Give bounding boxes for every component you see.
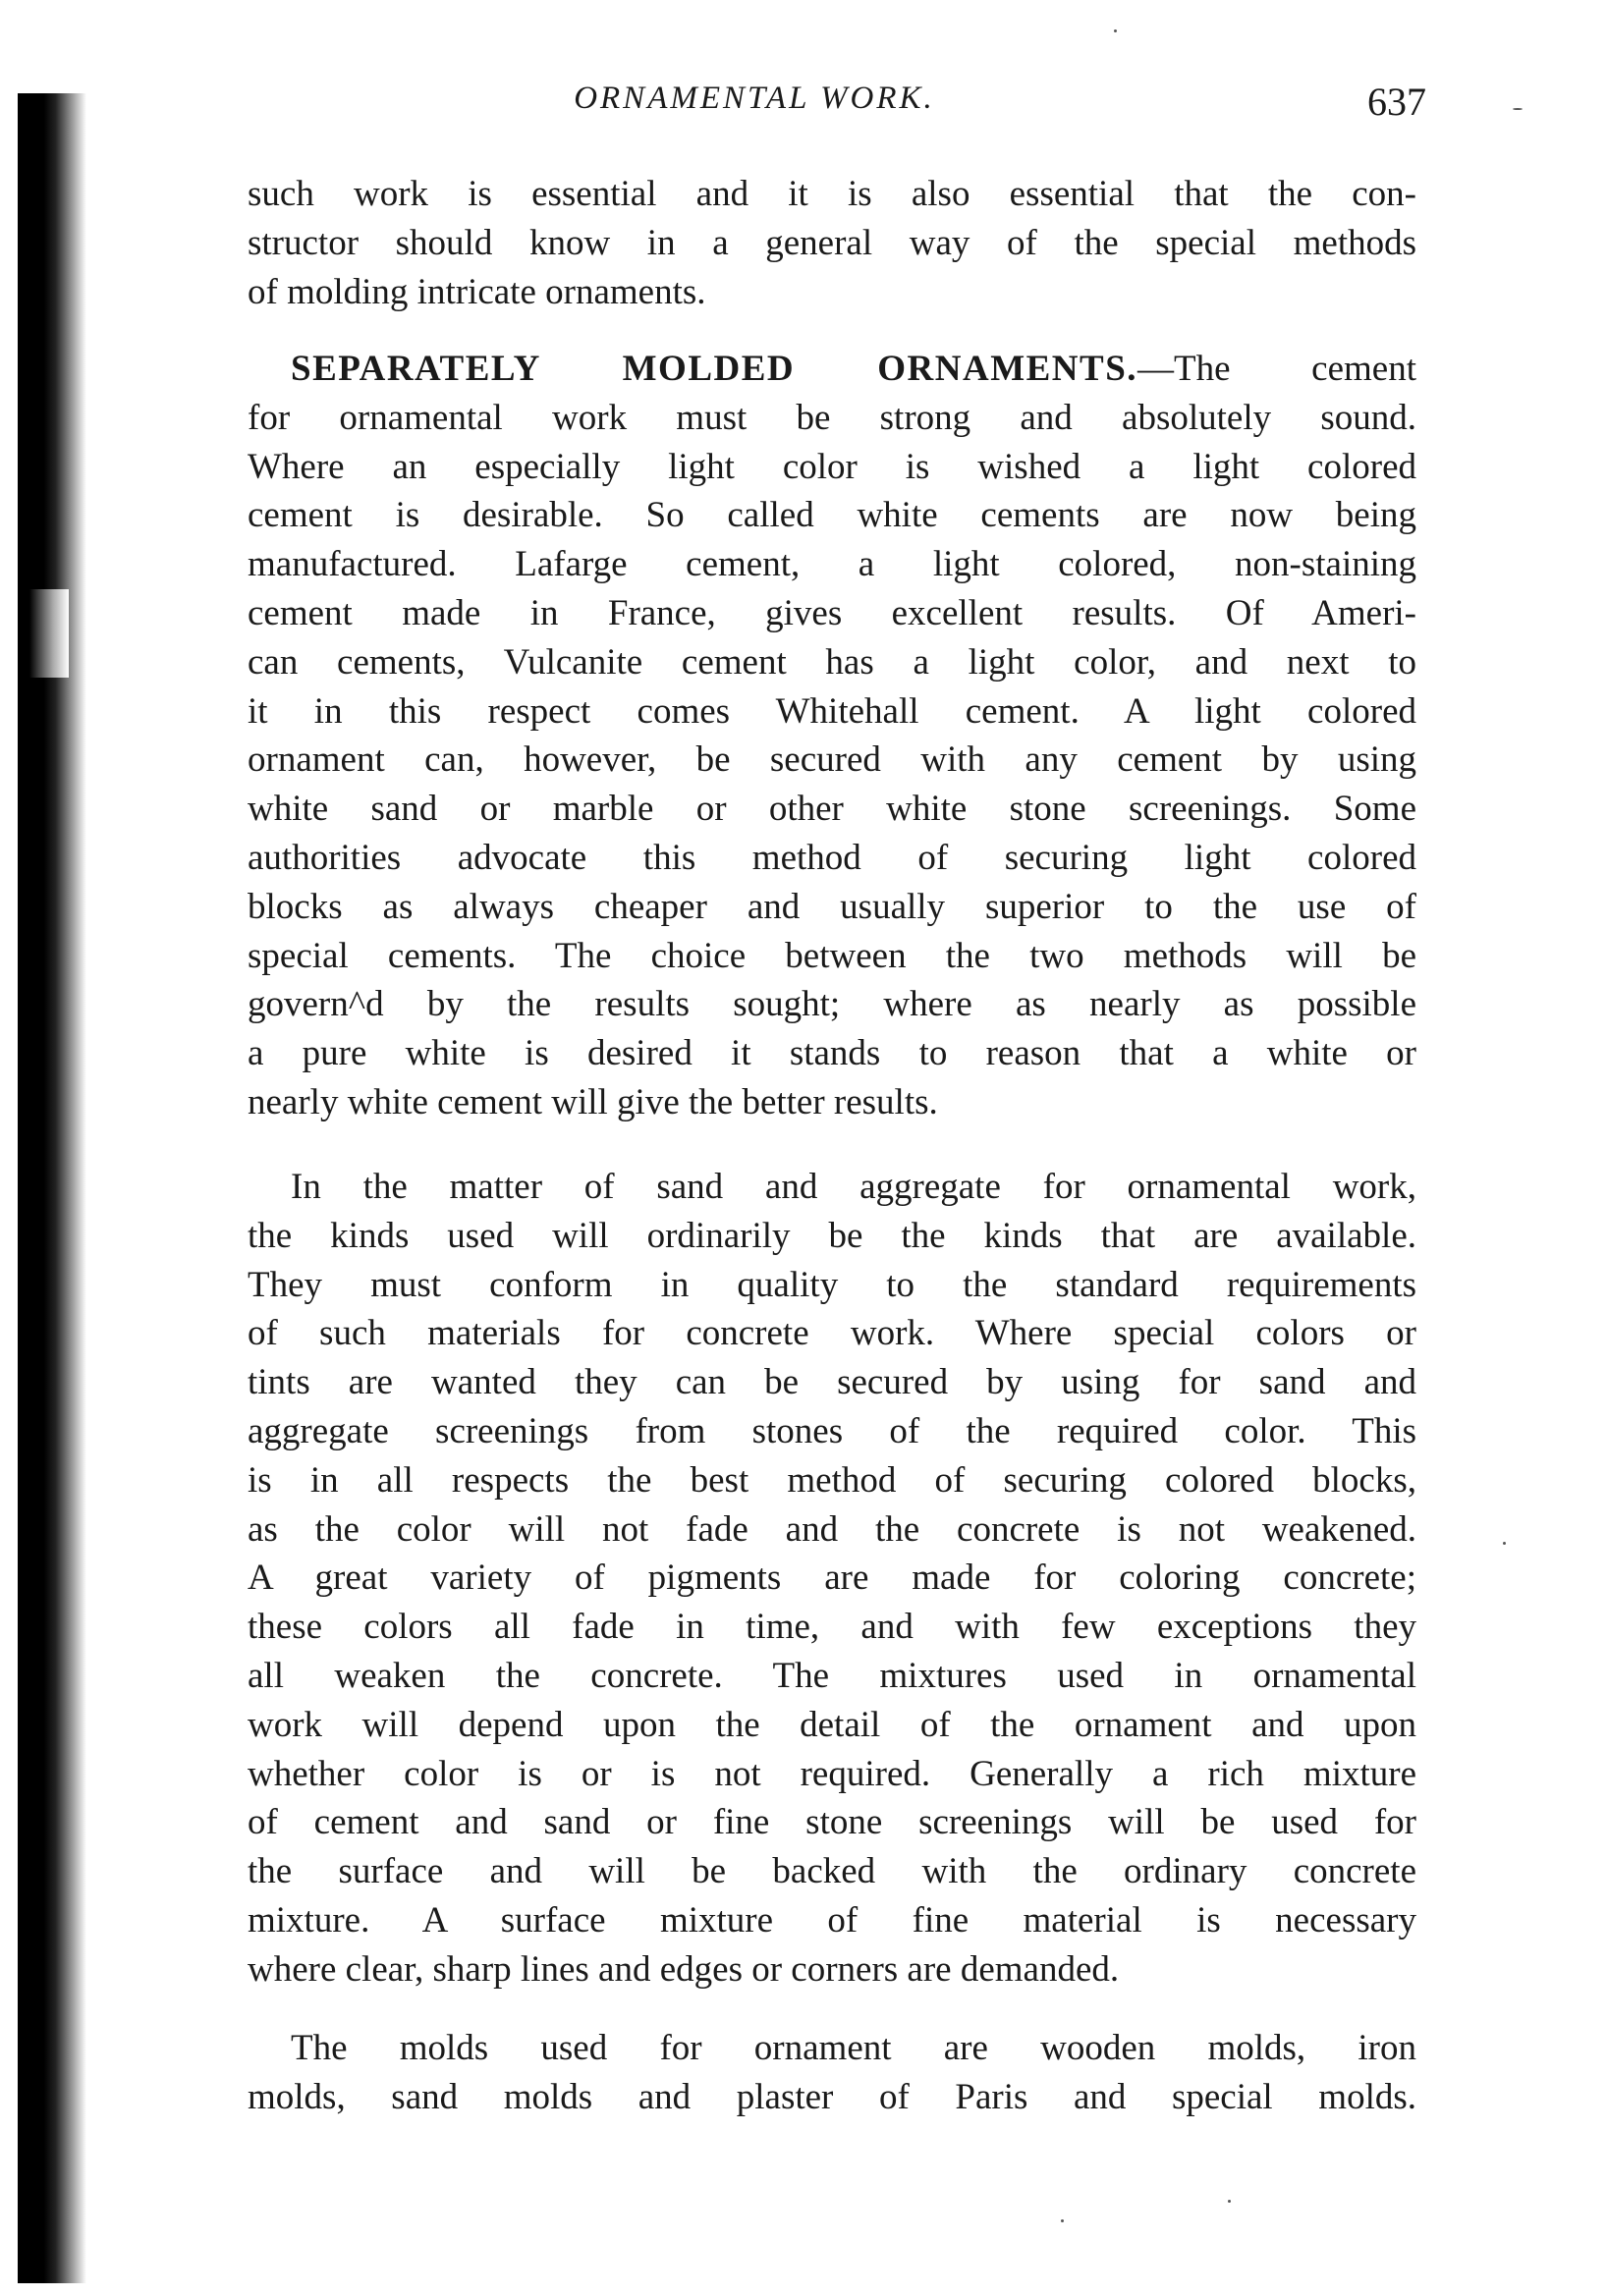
text-line: of cement and sand or fine stone screenings will be used for <box>248 1802 1416 1843</box>
text-line: the kinds used will ordinarily be the kinds that are available. <box>248 1215 1416 1256</box>
text-line: for ornamental work must be strong and absolutely sound. <box>248 397 1416 438</box>
running-head-text: ORNAMENTAL WORK. <box>574 81 935 116</box>
paragraph-2 <box>248 345 1416 1127</box>
text-line: all weaken the concrete. The mixtures used in ornamental <box>248 1655 1416 1696</box>
text-line: cement is desirable. So called white cements are now being <box>248 495 1416 536</box>
text-line: nearly white cement will give the better results. <box>248 1081 938 1122</box>
text-line: such work is essential and it is also essential that the con- <box>248 174 1416 214</box>
text-line: authorities advocate this method of securing light colored <box>248 837 1416 878</box>
text-line: white sand or marble or other white stone screenings. Some <box>248 789 1416 830</box>
text-line: In the matter of sand and aggregate for ornamental work, <box>291 1167 1416 1207</box>
text-line: A great variety of pigments are made for coloring concrete; <box>248 1558 1416 1599</box>
text-line: mixture. A surface mixture of fine material is necessary <box>248 1899 1416 1941</box>
text-line: tints are wanted they can be secured by using for sand and <box>248 1362 1416 1403</box>
text-line: aggregate screenings from stones of the required color. This <box>248 1410 1416 1451</box>
scan-speck <box>1503 1542 1506 1545</box>
text-line: govern^d by the results sought; where as nearly as possible <box>248 984 1416 1025</box>
text-line: manufactured. Lafarge cement, a light colored, non-staining <box>248 544 1416 585</box>
paragraph-4 <box>248 2024 1416 2122</box>
text-line: They must conform in quality to the standard requirements <box>248 1264 1416 1305</box>
text-line: can cements, Vulcanite cement has a light color, and next to <box>248 641 1416 683</box>
text-line: as the color will not fade and the concrete is not weakened. <box>248 1508 1416 1550</box>
section-heading: SEPARATELY MOLDED ORNAMENTS. <box>291 349 1138 389</box>
text-line: a pure white is desired it stands to reason that a white or <box>248 1033 1416 1074</box>
text-line: these colors all fade in time, and with few exceptions they <box>248 1607 1416 1648</box>
scan-speck <box>1114 29 1117 32</box>
text-line: where clear, sharp lines and edges or corners are demanded. <box>248 1948 1120 1990</box>
text-fragment: —The cement <box>1137 349 1417 389</box>
text-line: work will depend upon the detail of the ornament and upon <box>248 1704 1416 1745</box>
scan-speck <box>1513 108 1523 110</box>
text-line: cement made in France, gives excellent results. Of Ameri- <box>248 592 1416 633</box>
text-line: molds, sand molds and plaster of Paris and special molds. <box>248 2076 1416 2117</box>
text-line: Where an especially light color is wished a light colored <box>248 446 1416 487</box>
paragraph-3 <box>248 1163 1416 1995</box>
scan-binding-edge <box>18 93 86 2283</box>
section-heading-line <box>248 345 1416 394</box>
text-line: of such materials for concrete work. Where special colors or <box>248 1313 1416 1354</box>
text-line: special cements. The choice between the two methods will be <box>248 935 1416 976</box>
text-line: whether color is or is not required. Generally a rich mixture <box>248 1753 1416 1794</box>
page-number: 637 <box>1367 80 1426 124</box>
scan-speck <box>1061 2219 1064 2222</box>
running-head <box>0 81 1607 117</box>
text-line: the surface and will be backed with the ordinary concrete <box>248 1851 1416 1892</box>
text-line: is in all respects the best method of securing colored blocks, <box>248 1459 1416 1501</box>
text-line: structor should know in a general way of the special methods <box>248 222 1416 263</box>
text-line: The molds used for ornament are wooden molds, iron <box>291 2028 1416 2068</box>
text-line: ornament can, however, be secured with any cement by using <box>248 739 1416 781</box>
text-line: of molding intricate ornaments. <box>248 271 706 312</box>
scan-binding-mark <box>29 589 69 678</box>
scan-speck <box>1228 2200 1231 2203</box>
paragraph-1 <box>248 170 1416 316</box>
text-line: blocks as always cheaper and usually superior to the use of <box>248 886 1416 927</box>
text-line: it in this respect comes Whitehall cement. A light colored <box>248 690 1416 732</box>
